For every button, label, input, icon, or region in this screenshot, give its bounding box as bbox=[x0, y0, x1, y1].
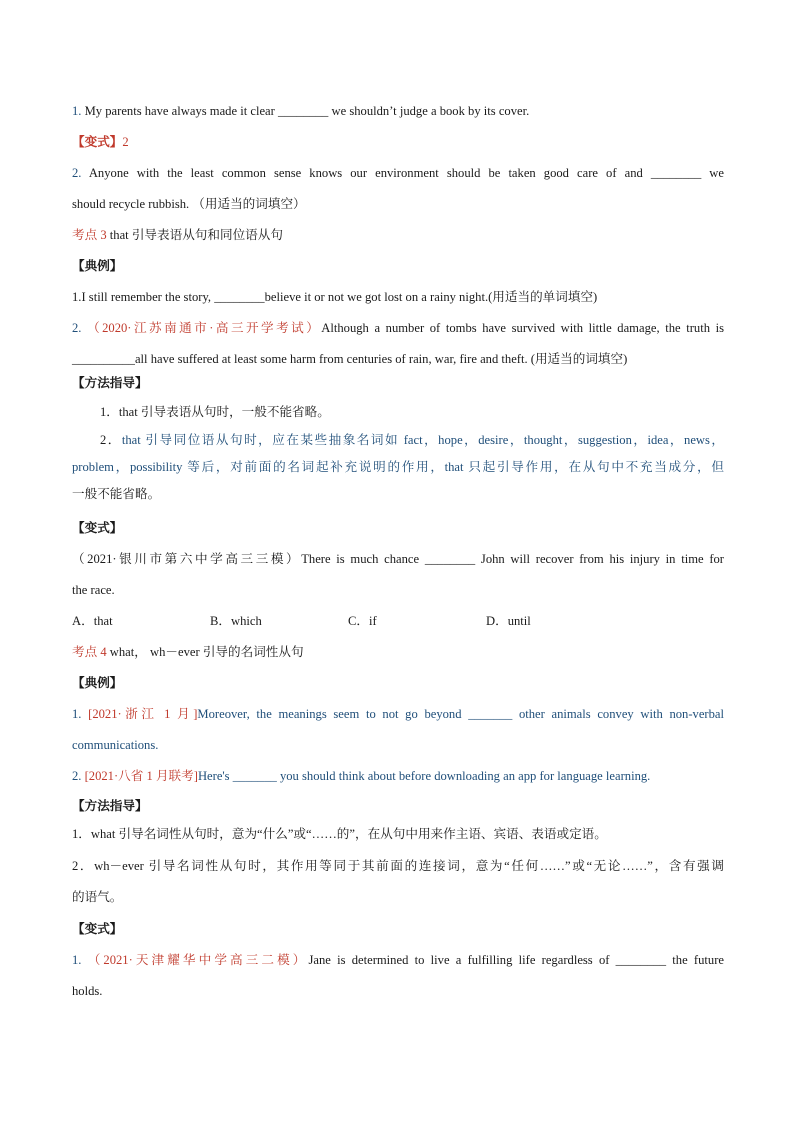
option-c: C．if bbox=[348, 614, 377, 628]
example-question-2-line-2: __________all have suffered at least some harm from centuries of rain, war, fire and theft. (用适当的词填空) bbox=[72, 352, 628, 366]
point-label: 考点 3 bbox=[72, 228, 110, 242]
method-item-number: 1． bbox=[72, 827, 91, 841]
method-item-text: that 引导同位语从句时，应在某些抽象名词如 fact，hope，desire，thought，suggestion，idea，news， bbox=[121, 433, 724, 447]
method-item-2-line-2: 的语气。 bbox=[72, 890, 123, 904]
question-text: Jane is determined to live a fulfilling life regardless of ________ the future bbox=[308, 953, 725, 967]
question-number: 2. bbox=[72, 166, 89, 180]
method-item-2-line-1 bbox=[100, 431, 724, 449]
example-question-2 bbox=[72, 767, 724, 785]
variant-label: 【变式】 bbox=[72, 135, 123, 149]
question-source: [2021·八省 1 月联考] bbox=[84, 769, 198, 783]
question-number: 1. bbox=[72, 953, 88, 967]
variant-question-line-1: （2021·银川市第六中学高三三模）There is much chance ________ John will recover from his injury in time for bbox=[72, 552, 724, 566]
method-item-number: 1． bbox=[100, 405, 119, 419]
example-question-2-line-1 bbox=[72, 319, 724, 337]
variant-label: 【变式】 bbox=[72, 922, 123, 936]
variant-question-line-1 bbox=[72, 951, 724, 969]
method-label: 【方法指导】 bbox=[72, 799, 148, 813]
question-text: Here's _______ you should think about before downloading an app for language learning. bbox=[197, 769, 651, 783]
question-number: 2. bbox=[72, 769, 85, 783]
example-question-1-line-2: communications. bbox=[72, 738, 159, 752]
example-question-1: 1.I still remember the story, ________believe it or not we got lost on a rainy night.(用适当的单词填空) bbox=[72, 290, 598, 304]
method-item-text: what 引导名词性从句时，意为“什么”或“……的”，在从句中用来作主语、宾语、表语或定语。 bbox=[90, 827, 607, 841]
variant-question-line-2: the race. bbox=[72, 583, 115, 597]
answer-options bbox=[72, 612, 724, 630]
method-item-number: 2． bbox=[100, 433, 122, 447]
question-2-line-1 bbox=[72, 164, 724, 182]
variant-number: 2 bbox=[122, 135, 129, 149]
question-number: 2. bbox=[72, 321, 88, 335]
method-item-text: that 引导表语从句时，一般不能省略。 bbox=[118, 405, 330, 419]
example-question-1-line-1 bbox=[72, 705, 724, 723]
option-a: A．that bbox=[72, 614, 113, 628]
question-1 bbox=[72, 102, 724, 120]
question-text: My parents have always made it clear ________ we shouldn’t judge a book by its cover. bbox=[84, 104, 530, 118]
method-item-2-line-2: problem，possibility 等后，对前面的名词起补充说明的作用，that 只起引导作用，在从句中不充当成分，但 bbox=[72, 460, 724, 474]
variant-label: 【变式】 bbox=[72, 521, 123, 535]
question-text: Moreover, the meanings seem to not go beyond _______ other animals convey with non-verbal bbox=[197, 707, 724, 721]
method-item-1 bbox=[100, 403, 724, 421]
point-title: that 引导表语从句和同位语从句 bbox=[109, 228, 283, 242]
question-2-line-2: should recycle rubbish. （用适当的词填空） bbox=[72, 197, 306, 211]
question-source: （2020·江苏南通市·高三开学考试） bbox=[87, 321, 322, 335]
method-item-1 bbox=[72, 825, 724, 843]
example-label: 【典例】 bbox=[72, 676, 123, 690]
method-item-number: 2． bbox=[72, 859, 95, 873]
question-source: [2021·浙江 1 月] bbox=[88, 707, 198, 721]
section-heading-point-3 bbox=[72, 226, 724, 244]
question-number: 1. bbox=[72, 104, 85, 118]
method-item-text: wh－ever 引导名词性从句时，其作用等同于其前面的连接词，意为“任何……”或“无论……”，含有强调 bbox=[94, 859, 724, 873]
point-title: what， wh－ever 引导的名词性从句 bbox=[106, 645, 304, 659]
question-text: Anyone with the least common sense knows our environment should be taken good care of and ________ we bbox=[88, 166, 724, 180]
point-label: 考点 4 bbox=[72, 645, 107, 659]
question-text: Although a number of tombs have survived with little damage, the truth is bbox=[321, 321, 725, 335]
question-number: 1. bbox=[72, 707, 89, 721]
section-heading-point-4 bbox=[72, 643, 724, 661]
variant-question-line-2: holds. bbox=[72, 984, 103, 998]
method-label: 【方法指导】 bbox=[72, 376, 148, 390]
example-label: 【典例】 bbox=[72, 259, 123, 273]
option-b: B．which bbox=[210, 614, 262, 628]
variant-heading bbox=[72, 133, 724, 151]
method-item-2-line-3: 一般不能省略。 bbox=[72, 487, 161, 501]
option-d: D．until bbox=[486, 614, 531, 628]
question-source: （2021·天津耀华中学高三二模） bbox=[87, 953, 309, 967]
method-item-2-line-1 bbox=[72, 857, 724, 875]
